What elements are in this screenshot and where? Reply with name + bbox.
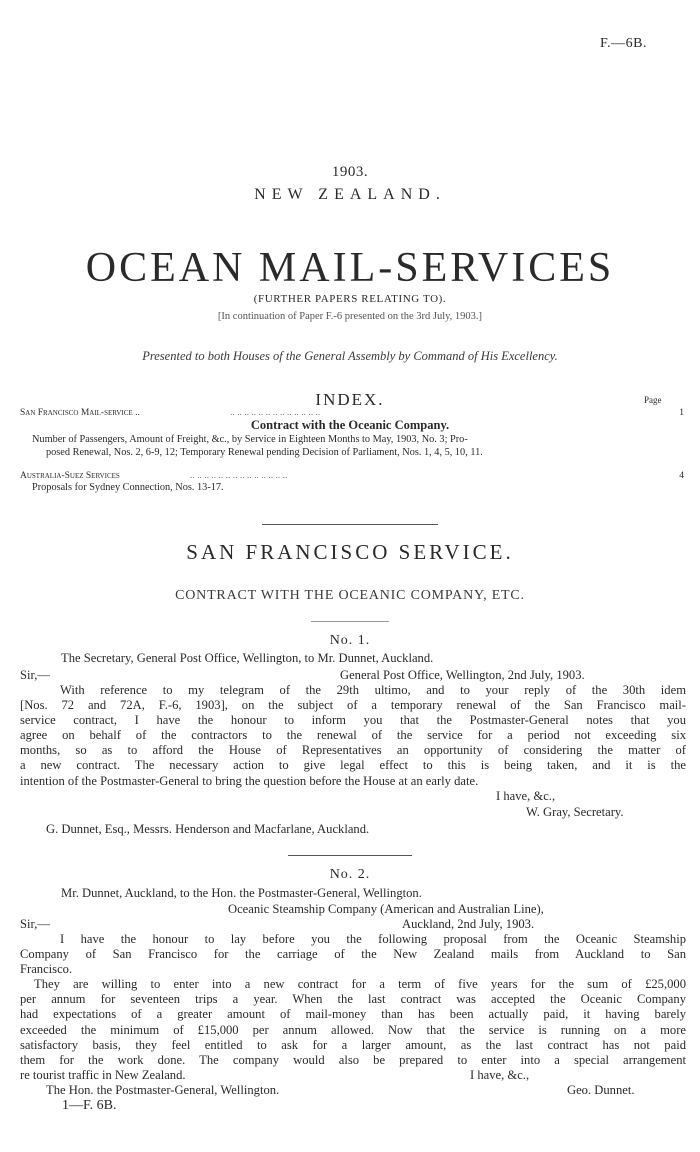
divider-rule (311, 621, 389, 622)
letter-place-date: General Post Office, Wellington, 2nd July, 1903. (340, 668, 585, 682)
letter-addressee: The Hon. the Postmaster-General, Wellington. (46, 1083, 280, 1097)
letter-company: Oceanic Steamship Company (American and Australian Line), (228, 902, 544, 916)
divider-rule (262, 524, 438, 525)
year: 1903. (331, 164, 369, 180)
paper-reference: F.—6B. (600, 36, 648, 51)
index-entry-label: San Francisco Mail-service .. (20, 408, 140, 418)
letter-route: Mr. Dunnet, Auckland, to the Hon. the Postmaster-General, Wellington. (61, 886, 422, 900)
letter-last-line: re tourist traffic in New Zealand. (20, 1068, 186, 1082)
index-entry-leader: .. .. .. .. .. .. .. .. .. .. .. .. .. (230, 408, 321, 418)
letter-body: I have the honour to lay before you the following proposal from the Oceanic Steamship Company of San Francisco for the carriage of the New Zealand mails from Auckland to San Francisco. They are willing to enter into a new contract for a term of five years for the sum of £25,000 per annum for seventeen trips a year. When the last contract was accepted the Oceanic Company had expectations of a greater amount of mail-money than has been actually paid, it having barely exceeded the minimum of £15,000 per annum allowed. Now that the service is running on a more satisfactory basis, they feel entitled to ask for a larger amount, as the last contract has not paid them for the work done. The company would also be prepared to enter into a special arrangement (20, 932, 686, 1067)
letter-body: With reference to my telegram of the 29th ultimo, and to your reply of the 30th idem [Nos. 72 and 72A, F.-6, 1903], on the subject of a temporary renewal of the San Francisco mail- service contract, I have the honour to inform you that the Postmaster-General notes that you agree on behalf of the contractors to the renewal of the service for a period not exceeding six months, so as to afford the House of Representatives an opportunity of considering the matter of a new contract. The necessary action to give legal effect to this is being taken, and it is the intention of the Postmaster-General to bring the question before the House at an early date. (20, 683, 686, 788)
continuation-note: [In continuation of Paper F.-6 presented on the 3rd July, 1903.] (217, 311, 483, 322)
section-title: SAN FRANCISCO SERVICE. (186, 540, 514, 564)
document-title: OCEAN MAIL-SERVICES (85, 245, 615, 291)
letter-signature: Geo. Dunnet. (567, 1083, 635, 1097)
index-entry-page: 1 (679, 408, 684, 418)
index-page-label: Page (644, 395, 662, 405)
letter-signature: W. Gray, Secretary. (526, 805, 624, 819)
index-contract-detail: Number of Passengers, Amount of Freight, &c., by Service in Eighteen Months to May, 1903, No. 3; Pro- posed Renewal, Nos. 2, 6-9, 12; Temporary Renewal pending Decision of Parliament, Nos. 1, 4, 5, 10, 11. (32, 434, 483, 458)
index-entry (20, 470, 684, 482)
letter-closing: I have, &c., (496, 789, 556, 803)
index-entry-label: Australia-Suez Services (20, 471, 120, 481)
section-subtitle: CONTRACT WITH THE OCEANIC COMPANY, ETC. (175, 588, 525, 603)
letter-salutation: Sir,— (20, 917, 50, 931)
document-subtitle: (FURTHER PAPERS RELATING TO). (253, 293, 447, 305)
letter-place-date: Auckland, 2nd July, 1903. (402, 917, 535, 931)
index-entry-leader: .. .. .. .. .. .. .. .. .. .. .. .. .. .. (190, 471, 288, 481)
index-heading: INDEX. (315, 390, 385, 409)
sheet-mark: 1—F. 6B. (62, 1098, 117, 1113)
index-subheading: Contract with the Oceanic Company. (250, 418, 450, 432)
letter-number: No. 1. (329, 633, 371, 648)
index-suez-detail: Proposals for Sydney Connection, Nos. 13-17. (32, 482, 224, 493)
presented-note: Presented to both Houses of the General Assembly by Command of His Excellency. (142, 349, 558, 363)
divider-rule (288, 855, 412, 856)
letter-salutation: Sir,— (20, 668, 50, 682)
country-heading: NEW ZEALAND. (254, 186, 446, 203)
letter-closing: I have, &c., (470, 1068, 530, 1082)
letter-addressee: G. Dunnet, Esq., Messrs. Henderson and Macfarlane, Auckland. (46, 822, 370, 836)
index-entry-page: 4 (679, 471, 684, 481)
letter-route: The Secretary, General Post Office, Wellington, to Mr. Dunnet, Auckland. (61, 651, 434, 665)
letter-number: No. 2. (329, 867, 371, 882)
